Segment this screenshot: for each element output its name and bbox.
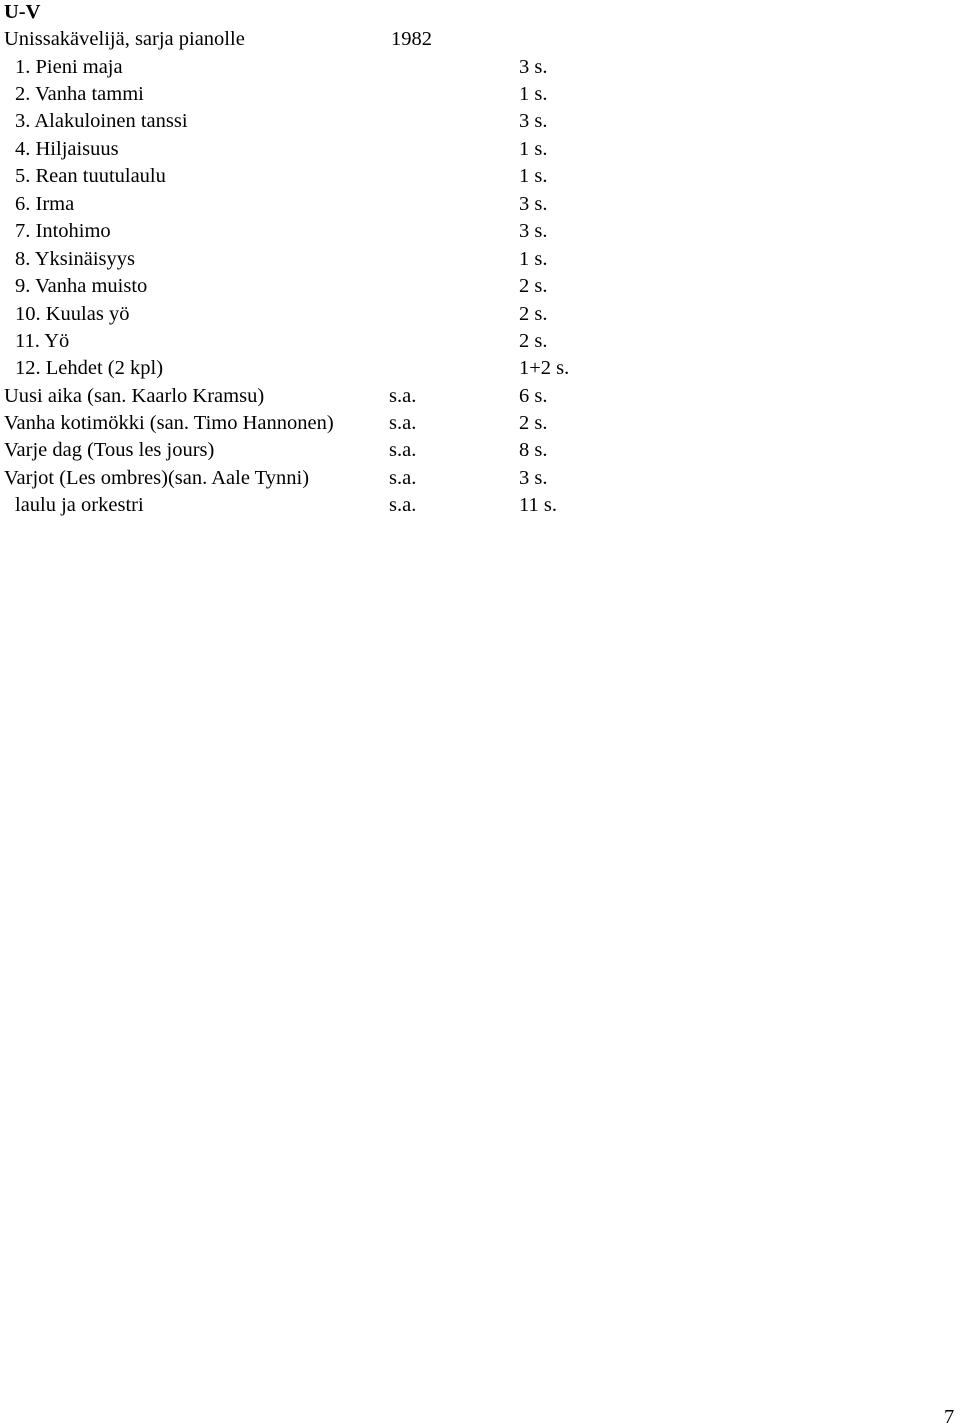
movement-label: 6. Irma [15, 193, 75, 215]
movement-pages: 3 s. [519, 193, 548, 215]
movement-label: 1. Pieni maja [15, 56, 123, 78]
movement-pages: 2 s. [519, 275, 548, 297]
song-pages: 11 s. [519, 494, 557, 516]
movement-pages: 1 s. [519, 138, 548, 160]
movement-pages: 2 s. [519, 330, 548, 352]
movement-pages: 1 s. [519, 248, 548, 270]
song-pages: 6 s. [519, 385, 548, 407]
work-title: Unissakävelijä, sarja pianolle [4, 28, 245, 50]
song-pages: 2 s. [519, 412, 548, 434]
song-title: Uusi aika (san. Kaarlo Kramsu) [4, 385, 265, 407]
section-heading: U-V [4, 1, 41, 23]
song-title: Vanha kotimökki (san. Timo Hannonen) [4, 412, 334, 434]
song-year: s.a. [389, 467, 417, 489]
movement-label: 11. Yö [15, 330, 70, 352]
movement-label: 7. Intohimo [15, 220, 111, 242]
song-year: s.a. [389, 494, 417, 516]
movement-label: 10. Kuulas yö [15, 303, 130, 325]
movement-label: 3. Alakuloinen tanssi [15, 110, 188, 132]
song-title: laulu ja orkestri [15, 494, 144, 516]
movement-pages: 2 s. [519, 303, 548, 325]
movement-pages: 3 s. [519, 110, 548, 132]
movement-label: 4. Hiljaisuus [15, 138, 119, 160]
movement-pages: 1 s. [519, 165, 548, 187]
song-title: Varjot (Les ombres)(san. Aale Tynni) [4, 467, 310, 489]
movement-pages: 1 s. [519, 83, 548, 105]
movement-pages: 3 s. [519, 56, 548, 78]
movement-label: 12. Lehdet (2 kpl) [15, 357, 164, 379]
song-pages: 8 s. [519, 439, 548, 461]
movement-label: 2. Vanha tammi [15, 83, 144, 105]
work-year: 1982 [391, 28, 432, 50]
movement-label: 5. Rean tuutulaulu [15, 165, 166, 187]
page-number: 7 [944, 1406, 955, 1428]
movement-pages: 3 s. [519, 220, 548, 242]
song-year: s.a. [389, 412, 417, 434]
song-title: Varje dag (Tous les jours) [4, 439, 215, 461]
movement-label: 9. Vanha muisto [15, 275, 148, 297]
movement-pages: 1+2 s. [519, 357, 570, 379]
song-year: s.a. [389, 439, 417, 461]
movement-label: 8. Yksinäisyys [15, 248, 135, 270]
song-year: s.a. [389, 385, 417, 407]
song-pages: 3 s. [519, 467, 548, 489]
